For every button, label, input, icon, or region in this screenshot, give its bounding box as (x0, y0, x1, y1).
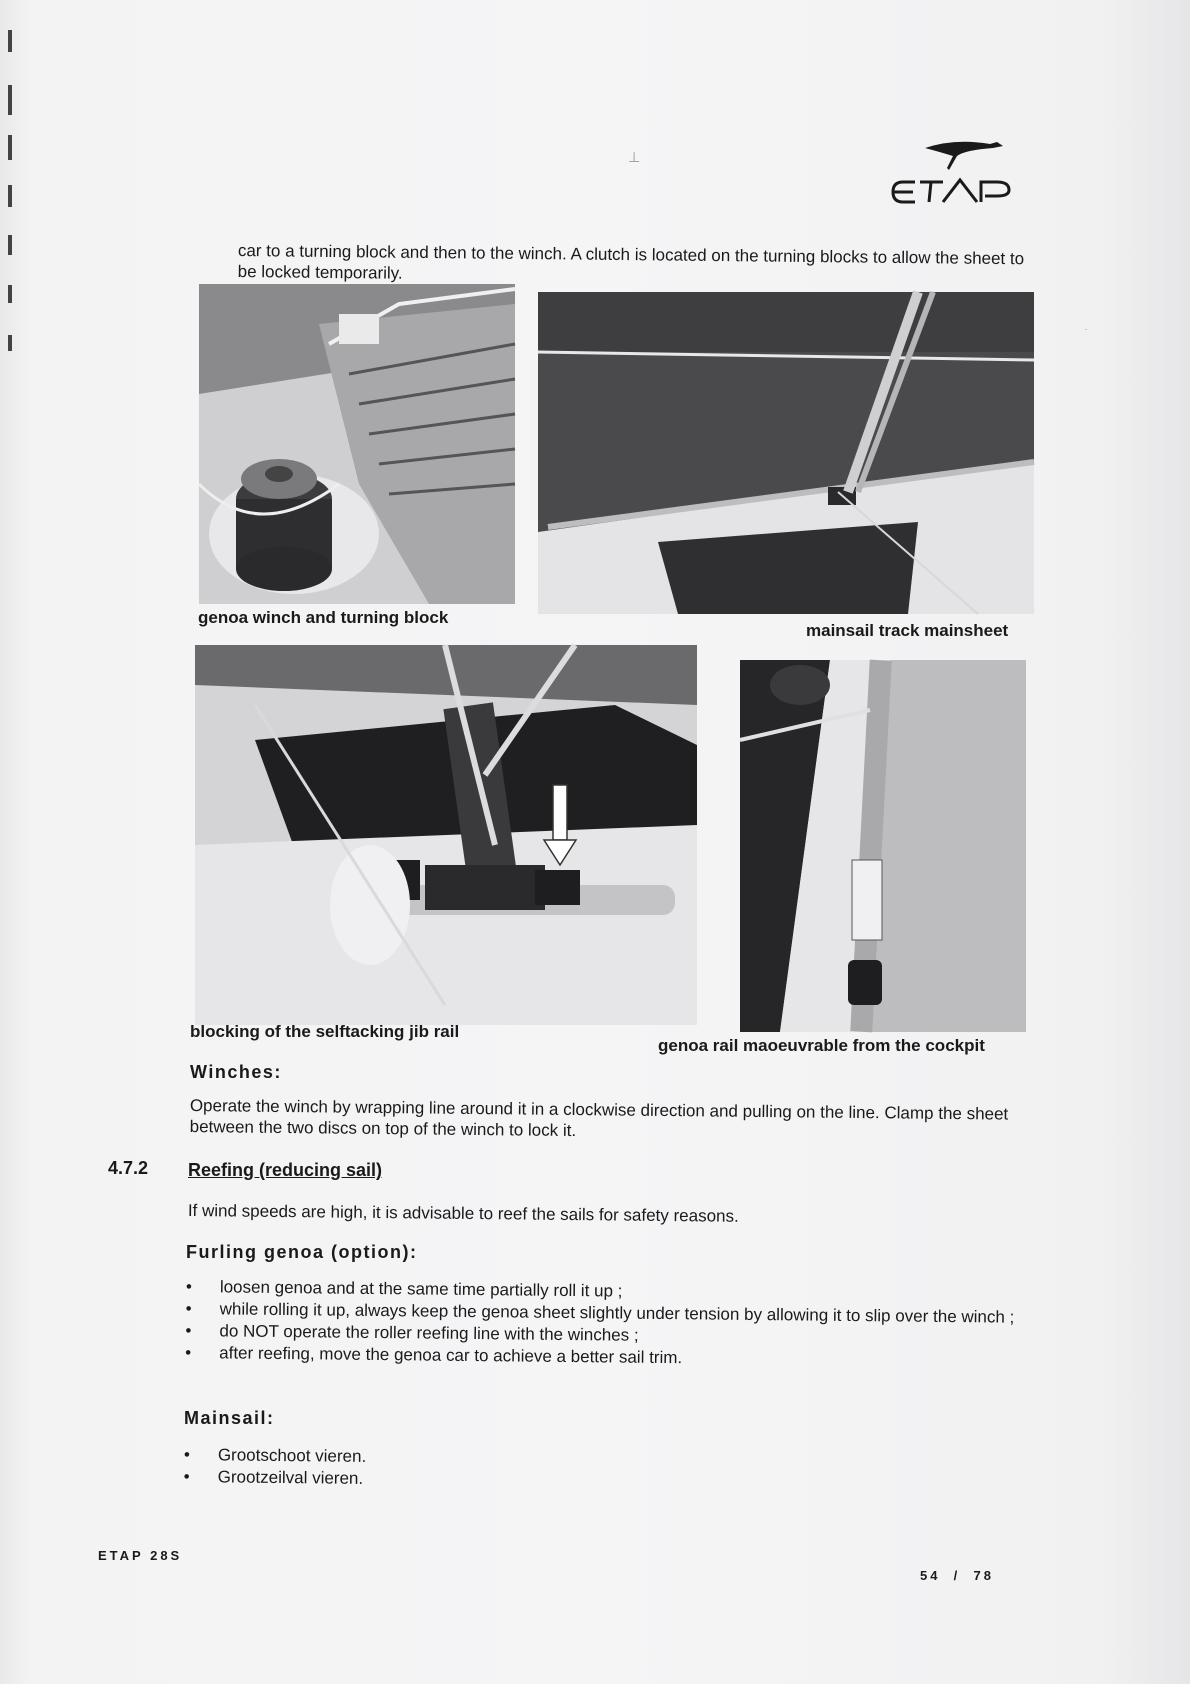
winches-heading: Winches: (190, 1062, 282, 1082)
section-title: Reefing (reducing sail) (188, 1160, 383, 1180)
furling-list (185, 1276, 1036, 1373)
winches-paragraph: Operate the winch by wrapping line around it in a clockwise direction and pulling on the line. Clamp the sheet between the two discs on top of the winch to lock it. (189, 1096, 1009, 1141)
mainsail-heading: Mainsail: (184, 1408, 275, 1428)
list-item: • do NOT operate the roller reefing line with the winches ; (185, 1320, 1035, 1350)
pencil-mark: ⊥ (628, 150, 641, 166)
section-intro: If wind speeds are high, it is advisable to reef the sails for safety reasons. (187, 1201, 739, 1226)
intro-paragraph: car to a turning block and then to the winch. A clutch is located on the turning blocks to allow the sheet to be locked temporarily. (237, 240, 1025, 283)
furling-heading: Furling genoa (option): (186, 1242, 418, 1262)
footer-page-number: 54 / 78 (920, 1568, 994, 1583)
mainsail-list (184, 1444, 1034, 1497)
photo-jib-rail (195, 645, 697, 1025)
section-number: 4.7.2 (108, 1158, 149, 1178)
etap-logo (885, 130, 1088, 331)
caption-mainsail-track: mainsail track mainsheet (806, 621, 1009, 640)
binder-marks (8, 30, 14, 530)
caption-genoa-rail: genoa rail maoeuvrable from the cockpit (658, 1036, 985, 1055)
photo-mainsail-track (538, 292, 1034, 614)
photo-genoa-winch (199, 284, 515, 604)
list-item: • Grootschoot vieren. (184, 1444, 1034, 1474)
list-item: • after reefing, move the genoa car to achieve a better sail trim. (185, 1342, 1035, 1372)
list-item: • while rolling it up, always keep the genoa sheet slightly under tension by allowing it to slip over the winch ; (186, 1298, 1036, 1328)
footer-model: ETAP 28S (98, 1548, 183, 1563)
svg-text:ETAP: ETAP (1085, 330, 1088, 331)
caption-genoa-winch: genoa winch and turning block (198, 608, 449, 627)
list-item: • loosen genoa and at the same time partially roll it up ; (186, 1276, 1036, 1306)
photo-genoa-rail (740, 660, 1026, 1032)
caption-jib-rail: blocking of the selftacking jib rail (190, 1022, 460, 1041)
list-item: • Grootzeilval vieren. (184, 1466, 1034, 1496)
